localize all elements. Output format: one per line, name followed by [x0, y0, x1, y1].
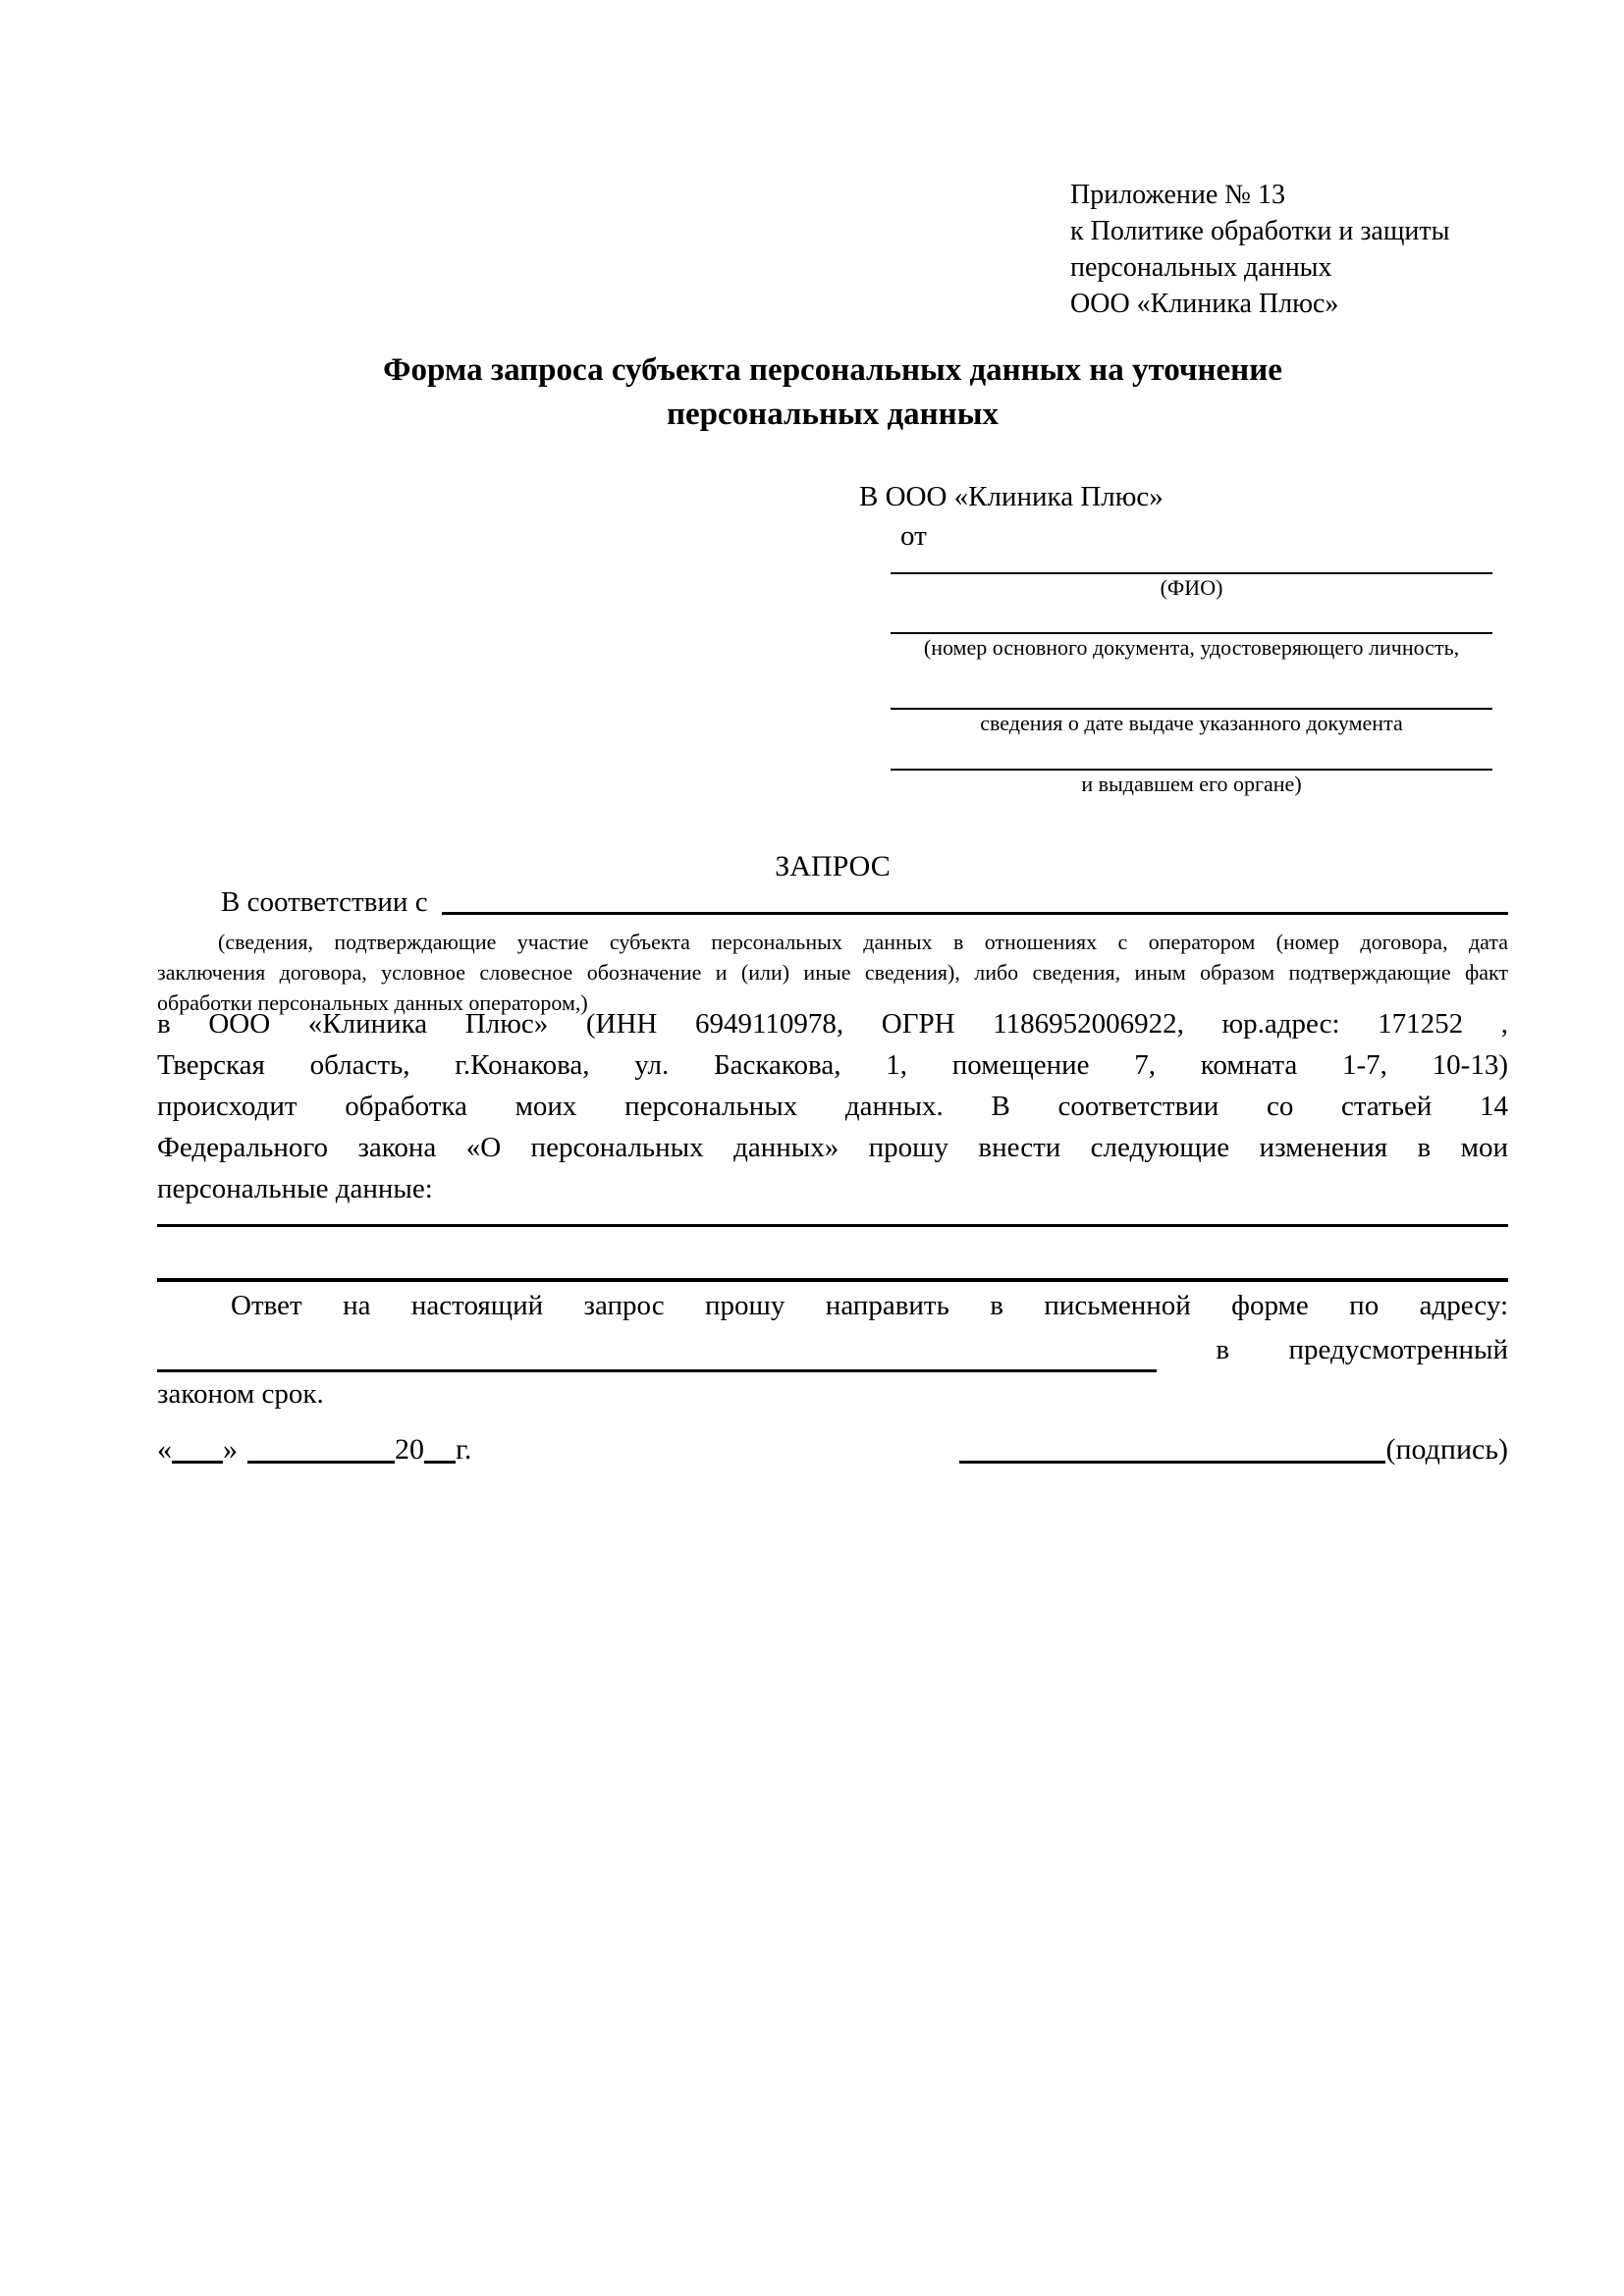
document-number-field-group [891, 601, 1492, 661]
basis-footnote-line-2: заключения договора, условное словесное обозначение и (или) иные сведения), либо сведения, иным образом подтверждающие факт [157, 960, 1508, 985]
request-body-line-5: персональные данные: [157, 1173, 433, 1204]
issuing-authority-field[interactable] [891, 736, 1492, 771]
year-suffix: г. [456, 1433, 472, 1466]
response-word-due: предусмотренный [1288, 1334, 1508, 1365]
response-line-1: Ответ на настоящий запрос прошу направить в письменной форме по адресу: [231, 1290, 1508, 1321]
addressee-from-label: от [900, 520, 927, 552]
changes-field-line-2[interactable] [157, 1231, 1508, 1282]
date-quote-open: « [157, 1433, 172, 1466]
response-address-field[interactable] [157, 1335, 1157, 1372]
document-number-caption: (номер основного документа, удостоверяющего личность, [923, 635, 1460, 660]
response-address-block [157, 1284, 1508, 1416]
appendix-line-2: к Политике обработки и защиты [1070, 216, 1450, 246]
day-field[interactable] [172, 1461, 223, 1464]
fio-field-group [891, 556, 1492, 601]
basis-footnote-line-1: (сведения, подтверждающие участие субъекта персональных данных в отношениях с оператором (номер договора, дата [218, 930, 1508, 954]
document-title [157, 348, 1508, 437]
response-word-in: в [1216, 1334, 1230, 1365]
document-title-line-1: Форма запроса субъекта персональных данных на уточнение [383, 352, 1282, 388]
request-body-line-4: Федерального закона «О персональных данных» прошу внести следующие изменения в мои [157, 1132, 1508, 1163]
issuing-authority-field-group [891, 736, 1492, 797]
issuing-authority-caption: и выдавшем его органе) [1081, 772, 1302, 796]
appendix-header [1070, 177, 1449, 322]
basis-footnote-line-3: обработки персональных данных оператором,) [157, 990, 588, 1015]
request-heading: ЗАПРОС [775, 850, 891, 882]
addressee-to: В ООО «Клиника Плюс» [859, 481, 1164, 512]
response-line-3: законом срок. [157, 1378, 324, 1410]
changes-field-line-1[interactable] [157, 1178, 1508, 1227]
appendix-line-1: Приложение № 13 [1070, 180, 1285, 210]
addressee-block [859, 481, 1492, 797]
request-body-line-2: Тверская область, г.Конакова, ул. Баскакова, 1, помещение 7, комната 1-7, 10-13) [157, 1049, 1508, 1081]
request-body-line-1: в ООО «Клиника Плюс» (ИНН 6949110978, ОГРН 1186952006922, юр.адрес: 171252 , [157, 1008, 1508, 1040]
signature-field[interactable] [959, 1461, 1385, 1464]
issue-date-field[interactable] [891, 661, 1492, 710]
basis-field[interactable] [442, 886, 1508, 915]
signature-caption: (подпись) [1385, 1433, 1508, 1466]
appendix-line-3: персональных данных [1070, 252, 1332, 283]
basis-line [157, 886, 1508, 919]
year-field[interactable] [424, 1461, 456, 1464]
issue-date-caption: сведения о дате выдаче указанного документа [980, 711, 1403, 735]
document-title-line-2: персональных данных [667, 397, 999, 432]
year-prefix: 20 [395, 1433, 424, 1466]
appendix-line-4: ООО «Клиника Плюс» [1070, 289, 1339, 319]
signature-part [959, 1433, 1508, 1467]
basis-prefix: В соответствии с [221, 886, 428, 918]
request-body-line-3: происходит обработка моих персональных данных. В соответствии со статьей 14 [157, 1091, 1508, 1122]
response-line-2 [157, 1328, 1508, 1372]
date-quote-close: » [223, 1433, 238, 1466]
date-part [157, 1433, 471, 1467]
document-number-field[interactable] [891, 601, 1492, 634]
issue-date-field-group [891, 661, 1492, 736]
fio-field[interactable] [891, 556, 1492, 574]
fio-caption: (ФИО) [1160, 575, 1223, 600]
date-signature-row [157, 1433, 1508, 1467]
month-field[interactable] [247, 1461, 395, 1464]
